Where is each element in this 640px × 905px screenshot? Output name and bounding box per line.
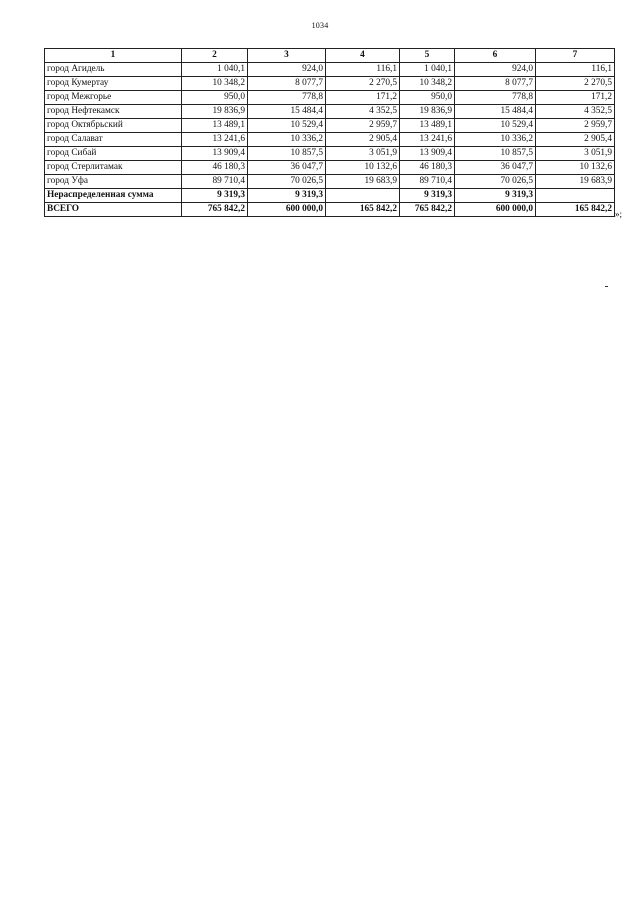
row-label-cell: Нераспределенная сумма [45,189,182,203]
table-row [45,175,615,189]
value-cell: 10 857,5 [455,147,536,161]
value-cell: 778,8 [248,91,326,105]
column-header: 6 [455,49,536,63]
value-cell: 2 905,4 [326,133,400,147]
value-cell: 13 489,1 [182,119,248,133]
value-cell: 15 484,4 [248,105,326,119]
table-row [45,203,615,217]
value-cell: 13 241,6 [182,133,248,147]
value-cell: 2 959,7 [326,119,400,133]
page-number: 1034 [311,21,329,30]
value-cell: 19 836,9 [400,105,455,119]
value-cell: 165 842,2 [326,203,400,217]
value-cell: 10 132,6 [536,161,615,175]
row-label-cell: город Агидель [45,63,182,77]
value-cell: 10 336,2 [455,133,536,147]
table-row [45,105,615,119]
value-cell: 89 710,4 [182,175,248,189]
value-cell: 116,1 [326,63,400,77]
value-cell: 15 484,4 [455,105,536,119]
header-row [45,49,615,63]
value-cell: 10 529,4 [248,119,326,133]
column-header: 2 [182,49,248,63]
value-cell: 10 132,6 [326,161,400,175]
column-header: 1 [45,49,182,63]
stray-dash-mark [605,286,608,287]
value-cell: 171,2 [536,91,615,105]
value-cell: 165 842,2 [536,203,615,217]
value-cell: 10 348,2 [182,77,248,91]
table-row [45,77,615,91]
value-cell: 19 683,9 [326,175,400,189]
row-label-cell: ВСЕГО [45,203,182,217]
value-cell: 10 529,4 [455,119,536,133]
value-cell: 13 489,1 [400,119,455,133]
value-cell: 19 683,9 [536,175,615,189]
value-cell: 600 000,0 [248,203,326,217]
value-cell: 4 352,5 [326,105,400,119]
table-row [45,119,615,133]
value-cell: 116,1 [536,63,615,77]
value-cell: 3 051,9 [326,147,400,161]
row-label-cell: город Сибай [45,147,182,161]
row-label-cell: город Кумертау [45,77,182,91]
column-header: 7 [536,49,615,63]
value-cell: 10 857,5 [248,147,326,161]
table-row [45,161,615,175]
value-cell: 1 040,1 [182,63,248,77]
column-header: 4 [326,49,400,63]
value-cell: 36 047,7 [455,161,536,175]
value-cell: 600 000,0 [455,203,536,217]
value-cell: 2 270,5 [536,77,615,91]
column-header: 3 [248,49,326,63]
value-cell: 13 241,6 [400,133,455,147]
value-cell: 89 710,4 [400,175,455,189]
row-label-cell: город Октябрьский [45,119,182,133]
value-cell: 1 040,1 [400,63,455,77]
value-cell: 46 180,3 [182,161,248,175]
value-cell: 924,0 [455,63,536,77]
value-cell: 950,0 [182,91,248,105]
value-cell: 4 352,5 [536,105,615,119]
value-cell: 2 905,4 [536,133,615,147]
value-cell: 9 319,3 [248,189,326,203]
value-cell: 924,0 [248,63,326,77]
row-label-cell: город Межгорье [45,91,182,105]
value-cell: 950,0 [400,91,455,105]
row-label-cell: город Уфа [45,175,182,189]
row-label-cell: город Стерлитамак [45,161,182,175]
row-label-cell: город Салават [45,133,182,147]
value-cell: 8 077,7 [455,77,536,91]
table-row [45,189,615,203]
value-cell: 70 026,5 [455,175,536,189]
value-cell: 778,8 [455,91,536,105]
value-cell: 3 051,9 [536,147,615,161]
value-cell: 8 077,7 [248,77,326,91]
value-cell: 70 026,5 [248,175,326,189]
column-header: 5 [400,49,455,63]
table-row [45,91,615,105]
value-cell: 765 842,2 [400,203,455,217]
value-cell: 13 909,4 [400,147,455,161]
value-cell: 10 336,2 [248,133,326,147]
value-cell: 36 047,7 [248,161,326,175]
closing-quote-mark: »; [615,209,623,219]
value-cell: 19 836,9 [182,105,248,119]
value-cell: 13 909,4 [182,147,248,161]
value-cell: 9 319,3 [182,189,248,203]
table-body [45,63,615,217]
value-cell: 9 319,3 [455,189,536,203]
value-cell: 2 959,7 [536,119,615,133]
value-cell: 171,2 [326,91,400,105]
table-row [45,147,615,161]
value-cell: 765 842,2 [182,203,248,217]
budget-table [44,48,615,217]
table-row [45,133,615,147]
value-cell: 46 180,3 [400,161,455,175]
value-cell [536,189,615,203]
row-label-cell: город Нефтекамск [45,105,182,119]
table-row [45,63,615,77]
value-cell: 10 348,2 [400,77,455,91]
value-cell: 9 319,3 [400,189,455,203]
value-cell [326,189,400,203]
value-cell: 2 270,5 [326,77,400,91]
